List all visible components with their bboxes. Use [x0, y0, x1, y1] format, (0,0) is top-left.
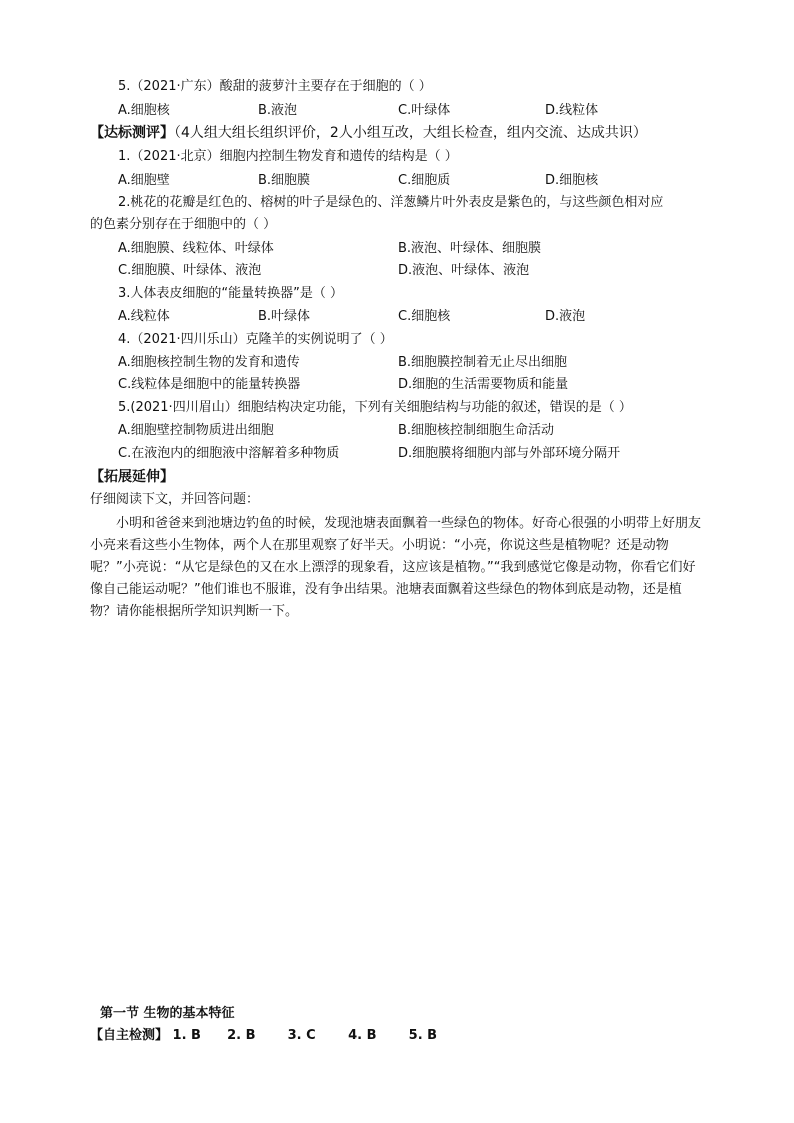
tuozhan-intro: 仔细阅读下文，并回答问题：: [90, 492, 260, 507]
dabiao-q5-option-c: C.在液泡内的细胞液中溶解着多种物质: [118, 446, 340, 461]
dabiao-q1-stem: 1.（2021·北京）细胞内控制生物发育和遗传的结构是（ ）: [118, 149, 458, 164]
dabiao-q2-option-c: C.细胞膜、叶绿体、液泡: [118, 263, 262, 278]
dabiao-q2-option-b: B.液泡、叶绿体、细胞膜: [398, 241, 542, 256]
dabiao-heading: [90, 124, 647, 142]
dabiao-q4-option-b: B.细胞膜控制着无止尽出细胞: [398, 355, 568, 370]
dabiao-q5-option-d: D.细胞膜将细胞内部与外部环境分隔开: [398, 446, 621, 461]
q5-option-a: A.细胞核: [118, 103, 170, 118]
answer-5: 5. B: [408, 1028, 438, 1043]
dabiao-q3-option-b: B.叶绿体: [258, 309, 311, 324]
q5-option-c: C.叶绿体: [398, 103, 451, 118]
dabiao-q1-option-b: B.细胞膜: [258, 173, 311, 188]
dabiao-q1-option-d: D.细胞核: [545, 173, 599, 188]
question-5-stem: 5.（2021·广东）酸甜的菠萝汁主要存在于细胞的（ ）: [118, 79, 432, 94]
answers-row: [90, 1027, 465, 1045]
tuozhan-header: 【拓展延伸】: [90, 469, 174, 485]
dabiao-q2-option-d: D.液泡、叶绿体、液泡: [398, 263, 530, 278]
tuozhan-passage: 小明和爸爸来到池塘边钓鱼的时候，发现池塘表面飘着一些绿色的物体。好奇心很强的小明带上好朋友小亮来看这些小生物体，两个人在那里观察了好半天。小明说：“小亮，你说这些是植物呢？还是动物呢？”小亮说：“从它是绿色的又在水上漂浮的现象看，这应该是植物。”“我到感觉它像是动物，你看它们好像自己能运动呢？”他们谁也不服谁，没有争出结果。池塘表面飘着这些绿色的物体到底是动物，还是植物？请你能根据所学知识判断一下。: [90, 516, 702, 619]
dabiao-q4-option-d: D.细胞的生活需要物质和能量: [398, 377, 569, 392]
dabiao-q3-option-c: C.细胞核: [398, 309, 451, 324]
dabiao-q4-option-a: A.细胞核控制生物的发育和遗传: [118, 355, 300, 370]
dabiao-q1-option-a: A.细胞壁: [118, 173, 170, 188]
dabiao-note: （4人组大组长组织评价，2人小组互改，大组长检查，组内交流、达成共识）: [174, 125, 647, 141]
dabiao-q4-stem: 4.（2021·四川乐山）克隆羊的实例说明了（ ）: [118, 332, 393, 347]
q5-option-d: D.线粒体: [545, 103, 599, 118]
dabiao-q2-option-a: A.细胞膜、线粒体、叶绿体: [118, 241, 274, 256]
dabiao-q1-option-c: C.细胞质: [398, 173, 451, 188]
answers-section-title: 第一节 生物的基本特征: [100, 1006, 235, 1021]
dabiao-q5-option-a: A.细胞壁控制物质进出细胞: [118, 423, 274, 438]
dabiao-q5-option-b: B.细胞核控制细胞生命活动: [398, 423, 555, 438]
dabiao-q3-option-a: A.线粒体: [118, 309, 170, 324]
dabiao-q5-stem: 5.(2021·四川眉山）细胞结构决定功能，下列有关细胞结构与功能的叙述，错误的是（ ）: [118, 400, 632, 415]
dabiao-q3-stem: 3.人体表皮细胞的“能量转换器”是（ ）: [118, 286, 344, 301]
dabiao-q4-option-c: C.线粒体是细胞中的能量转换器: [118, 377, 301, 392]
dabiao-q3-option-d: D.液泡: [545, 309, 586, 324]
answer-1: 1. B: [172, 1028, 201, 1043]
q5-option-b: B.液泡: [258, 103, 298, 118]
answer-4: 4. B: [348, 1028, 377, 1043]
dabiao-q2-stem-line1: 2.桃花的花瓣是红色的、榕树的叶子是绿色的、洋葱鳞片叶外表皮是紫色的，与这些颜色相对应: [118, 195, 664, 210]
answers-label: 【自主检测】: [90, 1028, 169, 1043]
answer-3: 3. C: [287, 1028, 316, 1043]
answer-2: 2. B: [227, 1028, 256, 1043]
dabiao-header: 【达标测评】: [90, 125, 174, 141]
dabiao-q2-stem-line2: 的色素分别存在于细胞中的（ ）: [90, 217, 277, 232]
